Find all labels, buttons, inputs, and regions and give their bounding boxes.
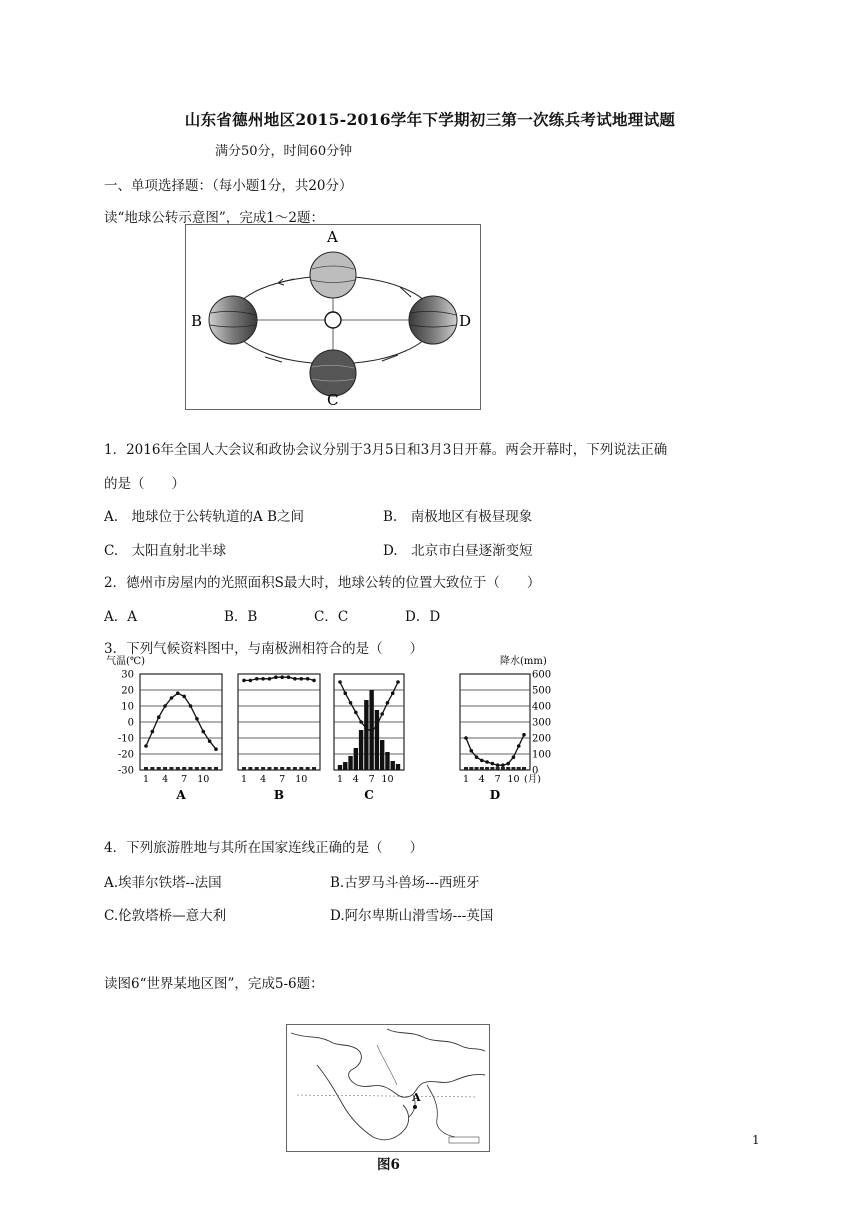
precip-tick-label: 500 [532,685,552,697]
temperature-point [380,712,384,716]
precip-bar [150,767,154,770]
earth-icon [409,296,457,344]
earth-icon [310,350,356,396]
orbit-label-a: A [327,228,338,246]
q2-option-d: D．D [405,609,441,625]
month-unit-label: (月) [524,774,541,785]
precip-bar [522,767,526,770]
temperature-point [512,755,516,759]
precip-bar [144,767,148,770]
precip-bar [280,767,284,770]
section-heading: 一、单项选择题：（每小题1分，共20分） [104,178,353,194]
precip-bar [195,767,199,770]
temperature-point [370,730,374,734]
document-subtitle: 满分50分，时间60分钟 [215,144,353,159]
month-tick-label: 10 [507,774,520,785]
q4-option-c: C.伦敦塔桥—意大利 [104,908,227,924]
scale-bar [449,1137,479,1143]
q4-stem: 4．下列旅游胜地与其所在国家连线正确的是（ ） [104,840,424,856]
q2-option-b: B．B [224,609,258,625]
q1-option-a: A. 地球位于公转轨道的A B之间 [104,509,305,525]
temperature-point [517,744,521,748]
arrow-icon [400,287,411,297]
month-tick-label: 1 [462,774,470,785]
month-tick-label: 4 [478,774,485,785]
precip-bar [469,767,473,770]
temperature-point [491,762,495,766]
q4-option-b: B.古罗马斗兽场---西班牙 [330,875,480,891]
temperature-point [359,720,363,724]
precip-bar [157,767,161,770]
precip-bar [248,767,252,770]
q1-option-c: C. 太阳直射北半球 [104,543,227,559]
temperature-point [396,680,400,684]
month-tick-label: 7 [368,774,375,785]
precip-bar [242,767,246,770]
precip-bar [354,748,358,770]
temperature-point [249,679,253,683]
precip-bar [293,767,297,770]
month-tick-label: 7 [494,774,501,785]
precip-bar [214,767,218,770]
river-line [377,1045,397,1085]
q3-stem: 3．下列气候资料图中，与南极洲相符合的是（ ） [104,641,424,657]
temperature-point [163,704,167,708]
temp-tick-label: 20 [121,685,134,697]
precip-bar [511,767,515,770]
temperature-point [274,675,278,679]
precip-bar [396,764,400,770]
precip-bar [312,767,316,770]
temperature-point [195,717,199,721]
earth-orbit-figure [185,224,481,410]
precip-bar [267,767,271,770]
temperature-point [469,749,473,753]
q2-option-a: A．A [104,609,137,625]
intro-q5-6: 读图6“世界某地区图”，完成5-6题： [104,976,324,992]
month-tick-label: 1 [142,774,150,785]
temp-tick-label: 30 [121,669,134,681]
month-tick-label: 10 [381,774,394,785]
sun-icon [325,312,341,328]
temperature-point [354,711,358,715]
q2-option-c: C．C [314,609,349,625]
precip-bar [391,761,395,770]
temp-tick-label: 10 [121,701,134,713]
precip-bar [343,762,347,770]
precip-bar [255,767,259,770]
temperature-point [375,723,379,727]
temperature-point [189,704,193,708]
month-tick-label: 4 [352,774,359,785]
panel-label: C [364,788,374,802]
panel-label: B [273,788,285,802]
temperature-point [182,695,186,699]
q1-stem-line2: 的是（ ） [104,476,185,492]
precip-bar [480,767,484,770]
precip-bar [496,767,500,770]
precip-bar [375,710,379,770]
temperature-line [340,682,398,732]
precip-bar [182,767,186,770]
precip-bar [201,767,205,770]
temperature-line [244,677,314,680]
temperature-point [214,747,218,751]
precip-tick-label: 0 [532,765,539,777]
temperature-point [506,762,510,766]
precip-bar [364,700,368,770]
orbit-label-d: D [459,312,472,330]
orbit-label-b: B [191,312,203,330]
panel-label: A [176,788,186,802]
temperature-point [255,677,259,681]
temperature-point [391,691,395,695]
q1-stem-line1: 1．2016年全国人大会议和政协会议分别于3月5日和3月3日开幕。两会开幕时，下列说法正确 [104,442,668,458]
precip-bar [306,767,310,770]
earth-icon [310,252,356,298]
temperature-point [280,675,284,679]
document-title: 山东省德州地区2015-2016学年下学期初三第一次练兵考试地理试题 [184,110,676,129]
temperature-point [242,679,246,683]
precip-tick-label: 100 [532,749,552,761]
temp-tick-label: 0 [127,717,134,729]
coastline [291,1033,485,1097]
month-tick-label: 7 [181,774,188,785]
temperature-point [349,701,353,705]
precip-bar [287,767,291,770]
precip-tick-label: 600 [532,669,552,681]
precip-bar [501,767,505,770]
precip-bar [299,767,303,770]
month-tick-label: 10 [197,774,210,785]
temperature-line [466,735,524,765]
temperature-point [299,677,303,681]
precip-bar [274,767,278,770]
precip-bar [338,765,342,770]
precip-bar [485,767,489,770]
precip-tick-label: 200 [532,733,552,745]
precip-bar [163,767,167,770]
temperature-point [170,696,174,700]
panel-label: D [489,788,501,802]
temperature-point [464,736,468,740]
temperature-point [496,763,500,767]
temperature-point [151,730,155,734]
temperature-point [144,744,148,748]
temp-tick-label: -10 [117,733,134,745]
map-point-a [413,1105,417,1109]
earth-icon [209,296,257,344]
precip-bar [490,767,494,770]
precip-bar [380,740,384,770]
climate-panel-c [334,674,404,802]
temperature-point [522,733,526,737]
month-tick-label: 4 [162,774,169,785]
figure-caption: 图6 [377,1157,400,1173]
temperature-point [157,715,161,719]
precip-bar [189,767,193,770]
coastline [317,1065,409,1140]
precip-tick-label: 300 [532,717,552,729]
temperature-point [338,680,342,684]
temperature-point [287,675,291,679]
temperature-point [306,677,310,681]
precip-bar [261,767,265,770]
temp-tick-label: -30 [117,765,134,777]
temperature-point [485,760,489,764]
month-tick-label: 1 [336,774,344,785]
temperature-point [201,730,205,734]
precip-bar [208,767,212,770]
temperature-point [501,763,505,767]
temperature-point [312,679,316,683]
month-tick-label: 1 [240,774,248,785]
temperature-point [480,759,484,763]
precip-bar [176,767,180,770]
precip-axis-label: 降水(mm) [500,656,547,667]
q1-option-d: D. 北京市白昼逐渐变短 [383,543,533,559]
climate-panel-d [460,674,541,802]
precip-bar [506,767,510,770]
intro-q1-2: 读“地球公转示意图”，完成1～2题： [104,210,324,226]
region-map-figure [286,1024,490,1152]
precip-bar [475,767,479,770]
precip-bar [385,752,389,770]
temperature-point [268,677,272,681]
month-tick-label: 4 [260,774,267,785]
climate-panel-b [238,674,320,802]
orbit-label-c: C [327,391,339,409]
temp-tick-label: -20 [117,749,134,761]
temp-axis-label: 气温(℃) [106,656,145,667]
precip-tick-label: 400 [532,701,552,713]
map-point-label: A [412,1091,421,1104]
q4-option-a: A.埃菲尔铁塔--法国 [104,875,222,891]
q1-option-b: B. 南极地区有极昼现象 [383,509,533,525]
precip-bar [517,767,521,770]
temperature-line [146,693,216,749]
page-number: 1 [752,1133,760,1147]
q2-stem: 2．德州市房屋内的光照面积S最大时，地球公转的位置大致位于（ ） [104,575,541,591]
temperature-point [386,701,390,705]
precip-bar [359,730,363,770]
temperature-point [343,691,347,695]
temperature-point [261,677,265,681]
temperature-point [365,727,369,731]
month-tick-label: 10 [295,774,308,785]
q4-option-d: D.阿尔卑斯山滑雪场---英国 [330,908,494,924]
climate-panel-a [140,674,222,802]
coastline [387,1029,485,1051]
precip-bar [348,756,352,770]
climate-charts-figure [104,652,552,804]
border-line [297,1095,477,1097]
month-tick-label: 7 [279,774,286,785]
temperature-point [293,677,297,681]
temperature-point [475,755,479,759]
precip-bar [169,767,173,770]
temperature-point [208,739,212,743]
precip-bar [464,767,468,770]
temperature-point [176,691,180,695]
